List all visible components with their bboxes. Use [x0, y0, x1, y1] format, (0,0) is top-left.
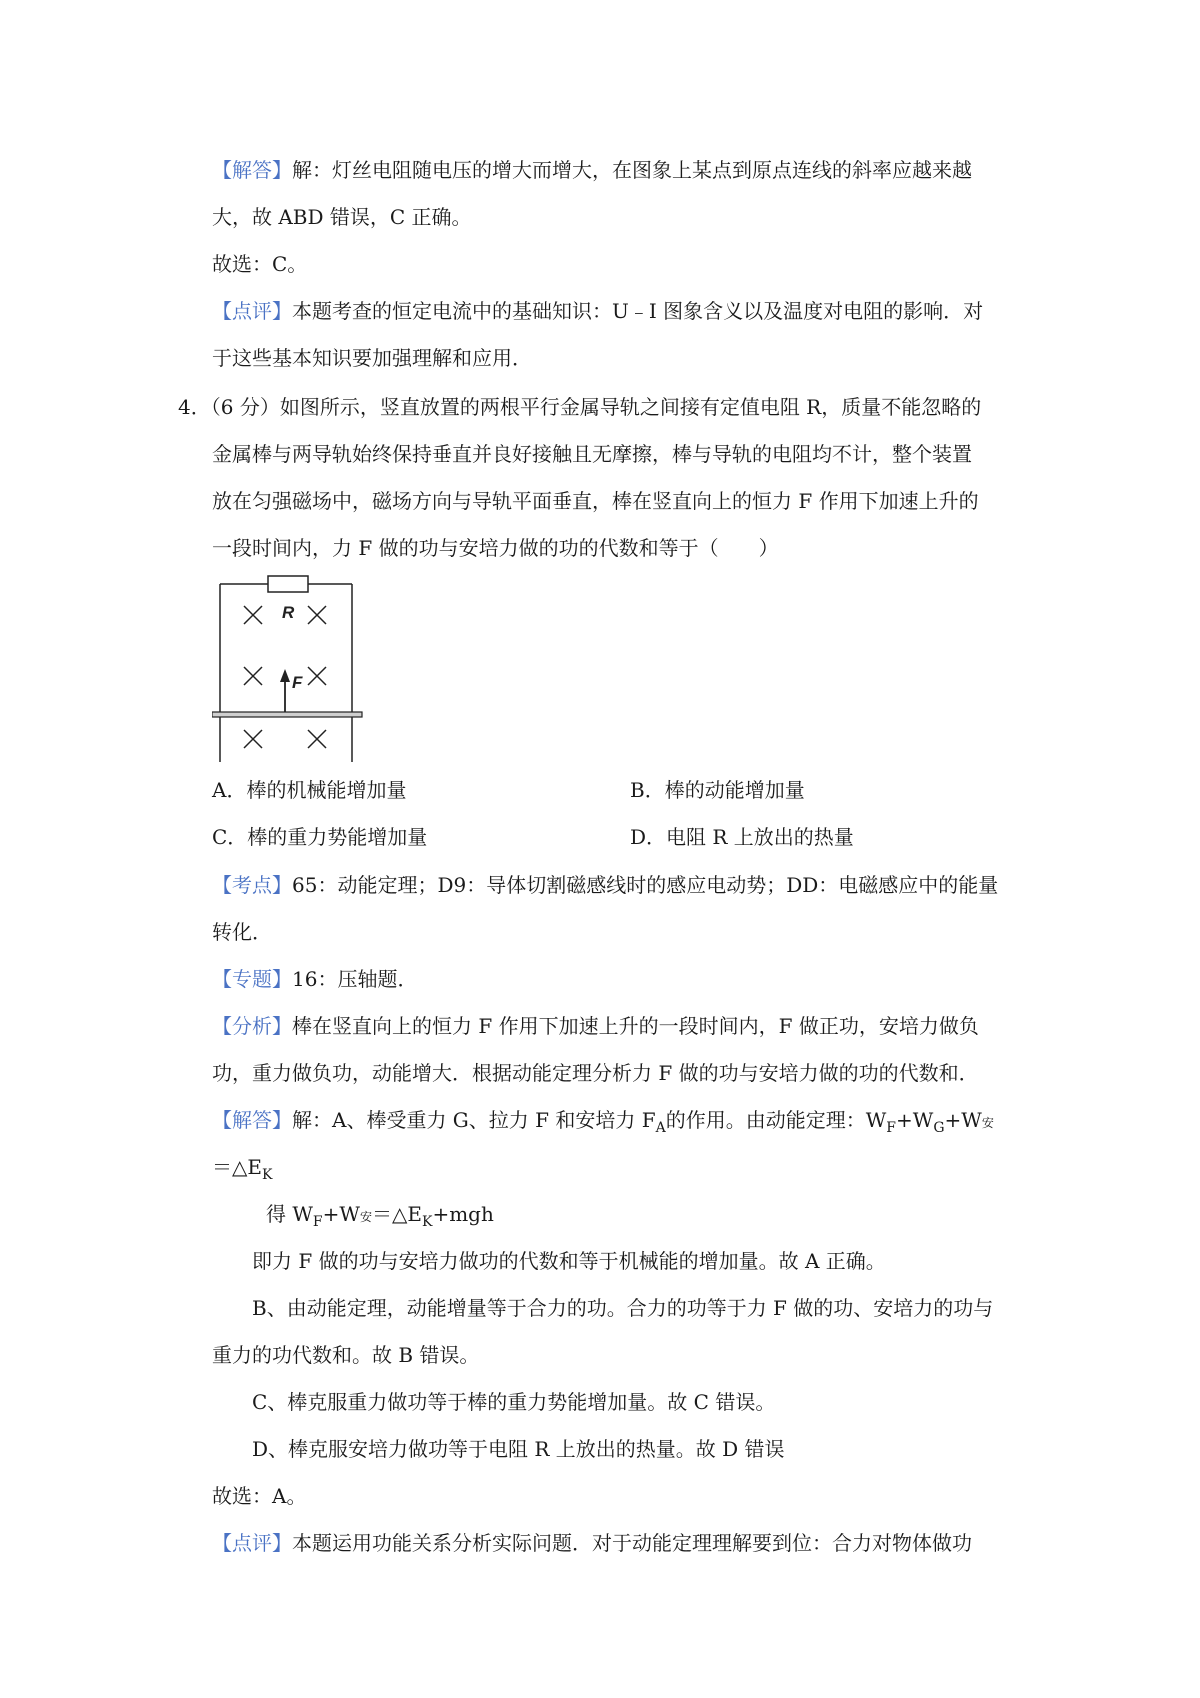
prev-answer-line-2: 大，故 ABD 错误，C 正确。	[212, 205, 472, 229]
kaodian-text: 65：动能定理；D9：导体切割磁感线时的感应电动势；DD：电磁感应中的能量	[292, 873, 999, 897]
subscript: G	[933, 1120, 945, 1136]
zhuanti-line	[212, 964, 1028, 994]
field-cross	[308, 606, 326, 624]
jieda-line-6: 重力的功代数和。故 B 错误。	[212, 1343, 480, 1367]
jieda-line-5: B、由动能定理，动能增量等于合力的功。合力的功等于力 F 做的功、安培力的功与	[252, 1296, 994, 1320]
option-b: B．棒的动能增加量	[630, 778, 805, 802]
fenxi-text: 棒在竖直向上的恒力 F 作用下加速上升的一段时间内，F 做正功，安培力做负	[292, 1014, 979, 1038]
answer-tag: 【解答】	[212, 158, 292, 182]
dianping-text: 本题运用功能关系分析实际问题．对于动能定理理解要到位：合力对物体做功	[292, 1531, 972, 1555]
subscript: F	[886, 1120, 897, 1136]
zhuanti-tag: 【专题】	[212, 967, 292, 991]
subscript-an: 安	[359, 1210, 372, 1224]
resistor	[268, 576, 308, 592]
prev-comment-line-2: 于这些基本知识要加强理解和应用．	[212, 346, 532, 370]
question-line-1	[178, 392, 1038, 422]
force-label: F	[292, 673, 303, 692]
prev-comment-line-1	[212, 296, 1028, 326]
question-number: 4．	[178, 395, 211, 419]
prev-answer-choice: 故选：C。	[212, 252, 308, 276]
jieda-text: 得 W	[266, 1202, 313, 1226]
force-arrow-head	[280, 669, 290, 682]
dianping-line	[212, 1528, 1028, 1558]
jieda-text: +W	[322, 1202, 360, 1226]
metal-rod	[212, 712, 362, 717]
kaodian-tag: 【考点】	[212, 873, 292, 897]
jieda-line-3	[266, 1199, 1082, 1229]
kaodian-line-2: 转化．	[212, 920, 272, 944]
question-line-2: 金属棒与两导轨始终保持垂直并良好接触且无摩擦，棒与导轨的电阻均不计，整个装置	[212, 442, 972, 466]
jieda-text: +W	[896, 1108, 934, 1132]
jieda-text: 的作用。由动能定理：W	[665, 1108, 887, 1132]
jieda-line-7: C、棒克服重力做功等于棒的重力势能增加量。故 C 错误。	[252, 1390, 776, 1414]
fenxi-tag: 【分析】	[212, 1014, 292, 1038]
field-cross	[308, 730, 326, 748]
fenxi-line-1	[212, 1011, 1028, 1041]
field-cross	[244, 730, 262, 748]
subscript-an: 安	[981, 1116, 994, 1130]
question-text: （6 分）如图所示，竖直放置的两根平行金属导轨之间接有定值电阻 R，质量不能忽略的	[210, 395, 982, 419]
jieda-text: 解：A、棒受重力 G、拉力 F 和安培力 F	[292, 1108, 656, 1132]
comment-text: 本题考查的恒定电流中的基础知识：U﹣I 图象含义以及温度对电阻的影响．对	[292, 299, 984, 323]
option-c: C．棒的重力势能增加量	[212, 825, 428, 849]
option-a: A．棒的机械能增加量	[212, 778, 407, 802]
jieda-text: +W	[944, 1108, 982, 1132]
fenxi-line-2: 功，重力做负功，动能增大．根据动能定理分析力 F 做的功与安培力做的功的代数和．	[212, 1061, 979, 1085]
zhuanti-text: 16：压轴题．	[292, 967, 418, 991]
field-cross	[308, 667, 326, 685]
jieda-line-2	[212, 1152, 1028, 1182]
field-cross	[244, 606, 262, 624]
jieda-text: ＝△E	[371, 1202, 422, 1226]
subscript: K	[261, 1167, 273, 1183]
question-line-3: 放在匀强磁场中，磁场方向与导轨平面垂直，棒在竖直向上的恒力 F 作用下加速上升的	[212, 489, 979, 513]
prev-answer-line-1	[212, 155, 1028, 185]
jieda-line-8: D、棒克服安培力做功等于电阻 R 上放出的热量。故 D 错误	[252, 1437, 785, 1461]
resistor-label: R	[282, 603, 295, 622]
jieda-text: +mgh	[432, 1202, 494, 1226]
circuit-figure	[212, 572, 368, 762]
dianping-tag: 【点评】	[212, 1531, 292, 1555]
kaodian-line-1	[212, 870, 1028, 900]
question-line-4: 一段时间内，力 F 做的功与安培力做的功的代数和等于（ ）	[212, 536, 779, 560]
subscript: K	[421, 1214, 433, 1230]
comment-tag: 【点评】	[212, 299, 292, 323]
jieda-line-1	[212, 1105, 1028, 1135]
jieda-text: ＝△E	[212, 1155, 262, 1179]
jieda-line-4: 即力 F 做的功与安培力做功的代数和等于机械能的增加量。故 A 正确。	[252, 1249, 886, 1273]
jieda-tag: 【解答】	[212, 1108, 292, 1132]
answer-text: 解：灯丝电阻随电压的增大而增大，在图象上某点到原点连线的斜率应越来越	[292, 158, 972, 182]
subscript: F	[312, 1214, 323, 1230]
subscript: A	[655, 1120, 666, 1136]
jieda-choice: 故选：A。	[212, 1484, 307, 1508]
field-cross	[244, 667, 262, 685]
option-d: D．电阻 R 上放出的热量	[630, 825, 854, 849]
